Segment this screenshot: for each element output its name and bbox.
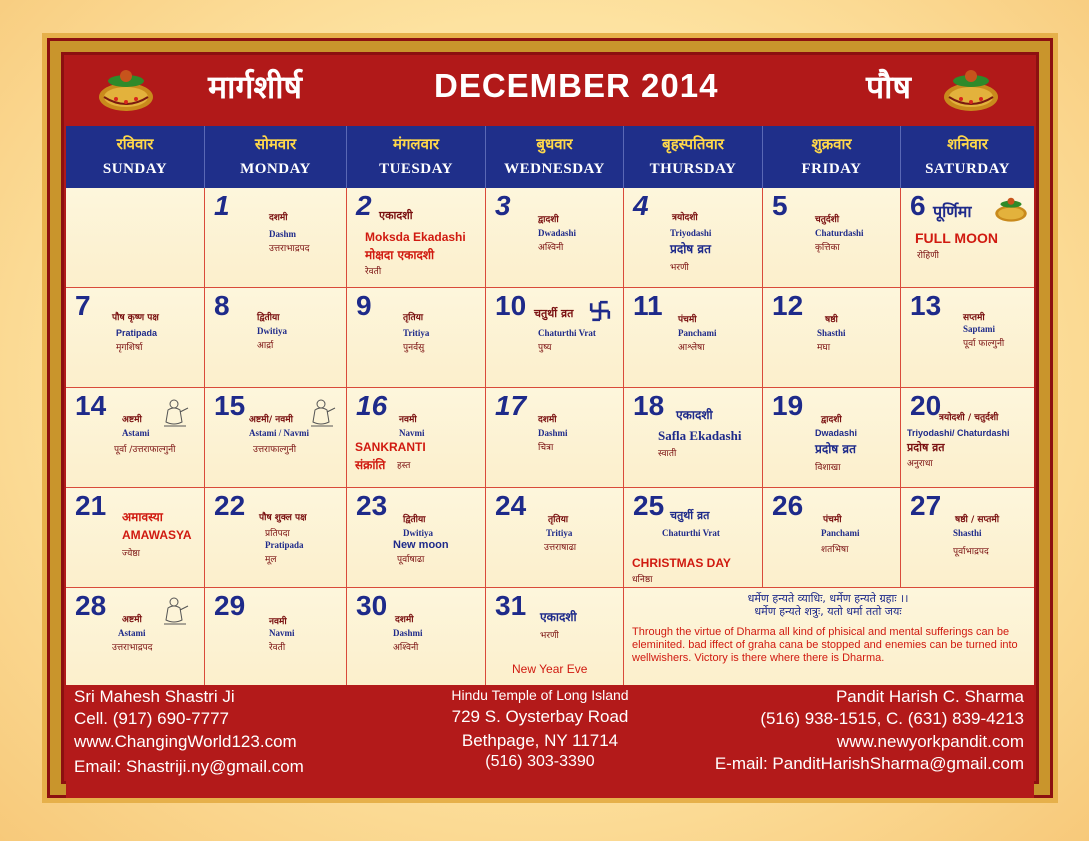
tithi-english: Dwadashi [815, 428, 858, 438]
sanskrit-verse-line-1: धर्मेण हन्यते व्याधिः, धर्मेण हन्यते ग्रहाः ।। [747, 592, 909, 605]
tithi: पौष कृष्ण पक्ष [112, 313, 159, 323]
deity-sketch-icon [158, 396, 192, 430]
weekday-tuesday: मंगलवार TUESDAY [347, 126, 486, 188]
calendar-cell-12[interactable] [763, 288, 901, 388]
calendar-cell-31[interactable] [486, 588, 624, 685]
day-number: 25 [633, 490, 665, 521]
event-label-hindi: प्रदोष व्रत [815, 442, 856, 456]
nakshatra: अश्विनी [393, 643, 419, 653]
day-number: 28 [75, 590, 107, 621]
nakshatra: उत्तराफाल्गुनी [253, 445, 297, 455]
footer-right-phone: (516) 938-1515, C. (631) 839-4213 [760, 709, 1024, 728]
nakshatra: पूर्वाषाढा [397, 555, 425, 565]
weekday-monday: सोमवार MONDAY [205, 126, 347, 188]
calendar-cell-14[interactable] [66, 388, 205, 488]
tithi-english: Panchami [678, 328, 717, 338]
calendar-cell-15[interactable] [205, 388, 347, 488]
calendar-cell-21[interactable] [66, 488, 205, 588]
tithi: अष्टमी [122, 415, 142, 425]
footer-right-name: Pandit Harish C. Sharma [835, 687, 1024, 706]
calendar-cell-20[interactable] [901, 388, 1034, 488]
footer-center-temple: Hindu Temple of Long Island [451, 687, 629, 703]
day-number: 4 [633, 190, 649, 221]
tithi-english: Tritiya [403, 328, 430, 338]
tithi-english: Astami [122, 428, 150, 438]
calendar-cell-3[interactable] [486, 188, 624, 288]
calendar-cell-29[interactable] [205, 588, 347, 685]
day-number: 16 [356, 390, 388, 421]
calendar-cell-26[interactable] [763, 488, 901, 588]
nakshatra: चित्रा [538, 443, 554, 453]
footer-right-website[interactable]: www.newyorkpandit.com [836, 732, 1024, 751]
nakshatra: रेवती [269, 643, 286, 653]
nakshatra: शतभिषा [821, 545, 849, 555]
tithi: एकादशी [676, 408, 713, 422]
tithi-english: Shasthi [817, 328, 846, 338]
calendar-cell-9[interactable] [347, 288, 486, 388]
nakshatra: रोहिणी [917, 251, 939, 261]
weekday-saturday: शनिवार SATURDAY [925, 135, 1010, 177]
event-label: Moksda Ekadashi [365, 230, 466, 244]
kalash-pot-icon [941, 67, 1001, 115]
tithi-english: Chaturthi Vrat [538, 328, 596, 338]
swastika-icon [589, 300, 611, 322]
kalash-pot-icon [96, 67, 156, 115]
nakshatra: हस्त [397, 461, 411, 471]
tithi: षष्ठी / सप्तमी [955, 515, 1000, 525]
right-hindi-month: पौष [866, 68, 911, 106]
tithi: अष्टमी [122, 615, 142, 625]
kalash-pot-icon [993, 196, 1029, 224]
tithi: द्वादशी [821, 415, 842, 425]
day-number: 30 [356, 590, 388, 621]
footer-right-email[interactable]: E-mail: PanditHarishSharma@gmail.com [714, 754, 1024, 773]
tithi-english: Pratipada [265, 540, 304, 550]
day-number: 26 [772, 490, 804, 521]
day-number: 17 [495, 390, 527, 421]
tithi: नवमी [399, 415, 417, 425]
tithi: एकादशी [379, 209, 413, 222]
calendar-cell-8[interactable] [205, 288, 347, 388]
calendar-cell-30[interactable] [347, 588, 486, 685]
page-title: DECEMBER 2014 [434, 67, 719, 104]
calendar-cell-27[interactable] [901, 488, 1034, 588]
tithi: नवमी [269, 617, 287, 627]
weekday-header [66, 126, 1034, 188]
weekday-sunday: रविवार SUNDAY [66, 126, 205, 188]
contact-footer [66, 685, 1034, 775]
deity-sketch-icon [305, 396, 339, 430]
tithi-english: Dwadashi [538, 228, 577, 238]
tithi: दशमी [538, 415, 557, 425]
footer-center-phone: (516) 303-3390 [485, 753, 595, 770]
nakshatra: धनिष्ठा [632, 575, 653, 585]
tithi-english: Astami [118, 628, 146, 638]
calendar-grid [66, 188, 1034, 685]
verse-panel [624, 588, 1034, 685]
tithi: द्वितीया [257, 313, 280, 323]
nakshatra: मूल [265, 555, 277, 565]
day-number: 8 [214, 290, 230, 321]
event-label: New Year Eve [512, 662, 588, 676]
tithi-english: Pratipada [116, 328, 158, 338]
event-label: FULL MOON [915, 230, 998, 246]
day-number: 31 [495, 590, 527, 621]
tithi-english: Triyodashi [670, 228, 712, 238]
calendar-cell-5[interactable] [763, 188, 901, 288]
nakshatra: आश्लेषा [678, 343, 705, 353]
day-number: 21 [75, 490, 107, 521]
tithi-english: Astami / Navmi [249, 428, 309, 438]
weekday-thursday: बृहस्पतिवार THURSDAY [624, 126, 763, 188]
tithi: चतुर्थी व्रत [670, 509, 710, 522]
nakshatra: मृगशिर्षा [116, 343, 143, 353]
calendar-header [66, 55, 1034, 126]
day-number: 2 [356, 190, 372, 221]
calendar-cell-empty [66, 188, 205, 288]
tithi: पंचमी [823, 515, 842, 525]
weekday-friday: शुक्रवार FRIDAY [763, 126, 901, 188]
sanskrit-verse-line-2: धर्मेण हन्यते शत्रुः, यतो धर्मा ततो जयः [754, 605, 902, 618]
day-number: 7 [75, 290, 91, 321]
day-number: 22 [214, 490, 246, 521]
nakshatra: अनुराधा [907, 459, 933, 469]
verse-translation: Through the virtue of Dharma all kind of phisical and mental sufferings can be eleminited. bad iffect of graha cana be stopped and enemies can be turned into wellwishers. Victory is there where there is Dharma. [632, 626, 1018, 664]
nakshatra: स्वाती [658, 449, 677, 459]
event-label-hindi: मोक्षदा एकादशी [365, 248, 435, 262]
calendar-cell-22[interactable] [205, 488, 347, 588]
event-label-hindi: प्रदोष व्रत [907, 441, 945, 454]
footer-left-email[interactable]: Email: Shastriji.ny@gmail.com [74, 757, 304, 776]
tithi: चतुर्थी व्रत [534, 307, 574, 320]
tithi-english: Chaturthi Vrat [662, 528, 720, 538]
event-label-hindi: प्रदोष व्रत [670, 242, 711, 256]
footer-left-website[interactable]: www.ChangingWorld123.com [74, 732, 297, 751]
tithi-english: Navmi [269, 628, 295, 638]
tithi: अष्टमी/ नवमी [249, 415, 293, 425]
calendar-cell-6[interactable] [901, 188, 1034, 288]
tithi: पूर्णिमा [933, 202, 972, 221]
day-number: 14 [75, 390, 107, 421]
deity-sketch-icon [158, 594, 192, 628]
calendar-cell-4[interactable] [624, 188, 763, 288]
tithi: द्वादशी [538, 215, 559, 225]
tithi-english: Navmi [399, 428, 425, 438]
tithi: सप्तमी [963, 313, 985, 323]
tithi-english: Dwitiya [403, 528, 433, 538]
nakshatra: विशाखा [815, 463, 841, 473]
tithi-english: Dwitiya [257, 326, 287, 336]
tithi: षष्ठी [825, 315, 838, 325]
day-number: 3 [495, 190, 511, 221]
calendar-cell-23[interactable] [347, 488, 486, 588]
tithi-english: Tritiya [546, 528, 573, 538]
tithi-english: Triyodashi/ Chaturdashi [907, 428, 1010, 438]
calendar-cell-7[interactable] [66, 288, 205, 388]
tithi: दशमी [269, 213, 288, 223]
nakshatra: उत्तराभाद्रपद [269, 244, 310, 254]
nakshatra: आर्द्रा [257, 341, 274, 351]
day-number: 23 [356, 490, 388, 521]
nakshatra: भरणी [670, 263, 689, 273]
day-number: 10 [495, 290, 527, 321]
nakshatra: उत्तराभाद्रपद [112, 643, 153, 653]
day-number: 20 [910, 390, 942, 421]
event-label: SANKRANTI [355, 440, 426, 454]
calendar-cell-19[interactable] [763, 388, 901, 488]
day-number: 15 [214, 390, 246, 421]
footer-left-name: Sri Mahesh Shastri Ji [74, 687, 235, 706]
tithi: त्रयोदशी / चतुर्दशी [939, 413, 999, 423]
tithi-english: Chaturdashi [815, 228, 864, 238]
calendar-cell-1[interactable] [205, 188, 347, 288]
nakshatra: ज्येष्ठा [122, 549, 141, 559]
tithi: दशमी [395, 615, 414, 625]
tithi: अमावस्या [122, 510, 163, 524]
tithi-english: Saptami [963, 324, 996, 334]
day-number: 11 [633, 290, 663, 321]
day-number: 29 [214, 590, 246, 621]
tithi: पंचमी [678, 315, 697, 325]
calendar-cell-28[interactable] [66, 588, 205, 685]
nakshatra: रेवती [365, 267, 382, 277]
calendar-cell-2[interactable] [347, 188, 486, 288]
calendar-cell-17[interactable] [486, 388, 624, 488]
nakshatra: अश्विनी [538, 243, 564, 253]
tithi: एकादशी [540, 610, 577, 624]
footer-center-city: Bethpage, NY 11714 [461, 731, 619, 750]
nakshatra: पुष्य [538, 343, 552, 353]
day-number: 18 [633, 390, 665, 421]
day-number: 6 [910, 190, 926, 221]
calendar-cell-13[interactable] [901, 288, 1034, 388]
day-number: 24 [495, 490, 527, 521]
tithi-english: Dashmi [393, 628, 423, 638]
day-number: 1 [214, 190, 230, 221]
tithi: चतुर्दशी [815, 215, 840, 225]
nakshatra: पूर्वा फाल्गुनी [963, 339, 1005, 349]
tithi-english: Dashm [269, 229, 297, 239]
tithi: द्वितीया [403, 515, 426, 525]
nakshatra: पूर्वा /उत्तराफाल्गुनी [114, 445, 176, 455]
tithi-english: Panchami [821, 528, 860, 538]
footer-center-address: 729 S. Oysterbay Road [451, 707, 629, 726]
nakshatra: भरणी [540, 631, 559, 641]
calendar-cell-11[interactable] [624, 288, 763, 388]
nakshatra: मघा [817, 343, 831, 353]
calendar-cell-25[interactable] [624, 488, 763, 588]
nakshatra: पूर्वाभाद्रपद [953, 547, 989, 557]
day-number: 12 [772, 290, 804, 321]
left-hindi-month: मार्गशीर्ष [208, 68, 302, 106]
calendar-cell-10[interactable] [486, 288, 624, 388]
event-label: CHRISTMAS DAY [632, 556, 731, 570]
weekday-wednesday: बुधवार WEDNESDAY [486, 126, 624, 188]
tithi: तृतिया [403, 313, 424, 323]
event-label-hindi: संक्रांति [355, 458, 386, 472]
tithi: पौष शुक्ल पक्ष [259, 513, 307, 523]
event-label: New moon [393, 539, 449, 551]
tithi-english: Shasthi [953, 528, 982, 538]
nakshatra: पुनर्वसु [403, 343, 425, 353]
event-label: Safla Ekadashi [658, 428, 742, 443]
calendar-cell-16[interactable] [347, 388, 486, 488]
footer-left-phone: Cell. (917) 690-7777 [74, 709, 229, 728]
day-number: 27 [910, 490, 942, 521]
day-number: 19 [772, 390, 804, 421]
nakshatra: कृत्तिका [815, 243, 840, 253]
day-number: 9 [356, 290, 372, 321]
day-number: 13 [910, 290, 942, 321]
calendar-cell-18[interactable] [624, 388, 763, 488]
tithi-secondary: प्रतिपदा [265, 529, 290, 539]
tithi: त्रयोदशी [672, 213, 698, 223]
tithi: तृतिया [548, 515, 569, 525]
day-number: 5 [772, 190, 788, 221]
nakshatra: उत्तराषाढा [544, 543, 577, 553]
tithi-english: Dashmi [538, 428, 568, 438]
calendar-cell-24[interactable] [486, 488, 624, 588]
event-label: AMAWASYA [122, 528, 192, 542]
